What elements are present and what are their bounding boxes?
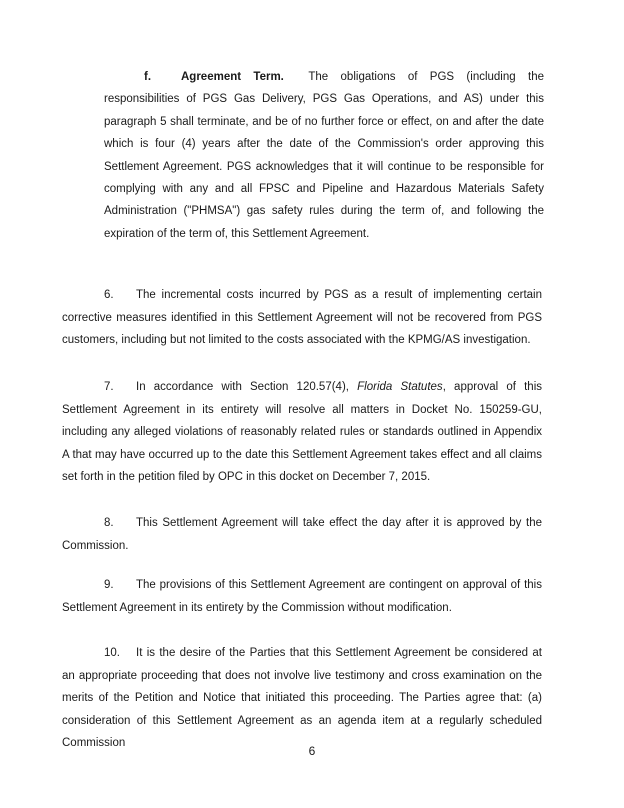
paragraph-number: 6. [104, 289, 114, 301]
paragraph-text: The incremental costs incurred by PGS as a result of implementing certain corrective measures identified in this Settlement Agreement will not be recovered from PGS customers, including but not limited to the costs associated with the KPMG/AS investigation. [62, 289, 542, 347]
statute-citation: Florida Statutes [357, 381, 443, 393]
paragraph-heading: Agreement Term. [181, 71, 284, 83]
paragraph-text: The provisions of this Settlement Agreement are contingent on approval of this Settlement Agreement in its entirety by the Commission without modification. [62, 579, 542, 614]
paragraph-6 [62, 284, 542, 352]
paragraph-8 [62, 512, 542, 557]
paragraph-text: The obligations of PGS (including the responsibilities of PGS Gas Delivery, PGS Gas Operations, and AS) under this paragraph 5 shall terminate, and be of no further force or effect, on and after the date which is four (4) years after the date of the Commission's order approving this Settlement Agreement. PGS acknowledges that it will continue to be responsible for complying with any and all FPSC and Pipeline and Hazardous Materials Safety Administration ("PHMSA") gas safety rules during the term of, and following the expiration of the term of, this Settlement Agreement. [104, 71, 544, 240]
paragraph-text: This Settlement Agreement will take effect the day after it is approved by the Commission. [62, 517, 542, 552]
paragraph-text: It is the desire of the Parties that this Settlement Agreement be considered at an appropriate proceeding that does not involve live testimony and cross examination on the merits of the Petition and Notice that initiated this proceeding. The Parties agree that: (a) consideration of this Settlement Agreement as an agenda item at a regularly scheduled Commission [62, 647, 542, 750]
page-number: 6 [308, 744, 316, 758]
paragraph-number: 9. [104, 579, 114, 591]
paragraph-f [104, 66, 544, 245]
paragraph-number: f. [144, 71, 152, 83]
paragraph-9 [62, 574, 542, 619]
paragraph-number: 8. [104, 517, 114, 529]
paragraph-text-after: , approval of this Settlement Agreement in its entirety will resolve all matters in Docket No. 150259-GU, including any alleged violations of reasonably related rules or standards outlined in Appendix A that may have occurred up to the date this Settlement Agreement takes effect and all claims set forth in the petition filed by OPC in this docket on December 7, 2015. [62, 381, 542, 484]
paragraph-number: 7. [104, 381, 114, 393]
paragraph-text-before: In accordance with Section 120.57(4), [136, 381, 349, 393]
paragraph-7 [62, 376, 542, 489]
paragraph-10 [62, 642, 542, 755]
paragraph-number: 10. [104, 647, 120, 659]
